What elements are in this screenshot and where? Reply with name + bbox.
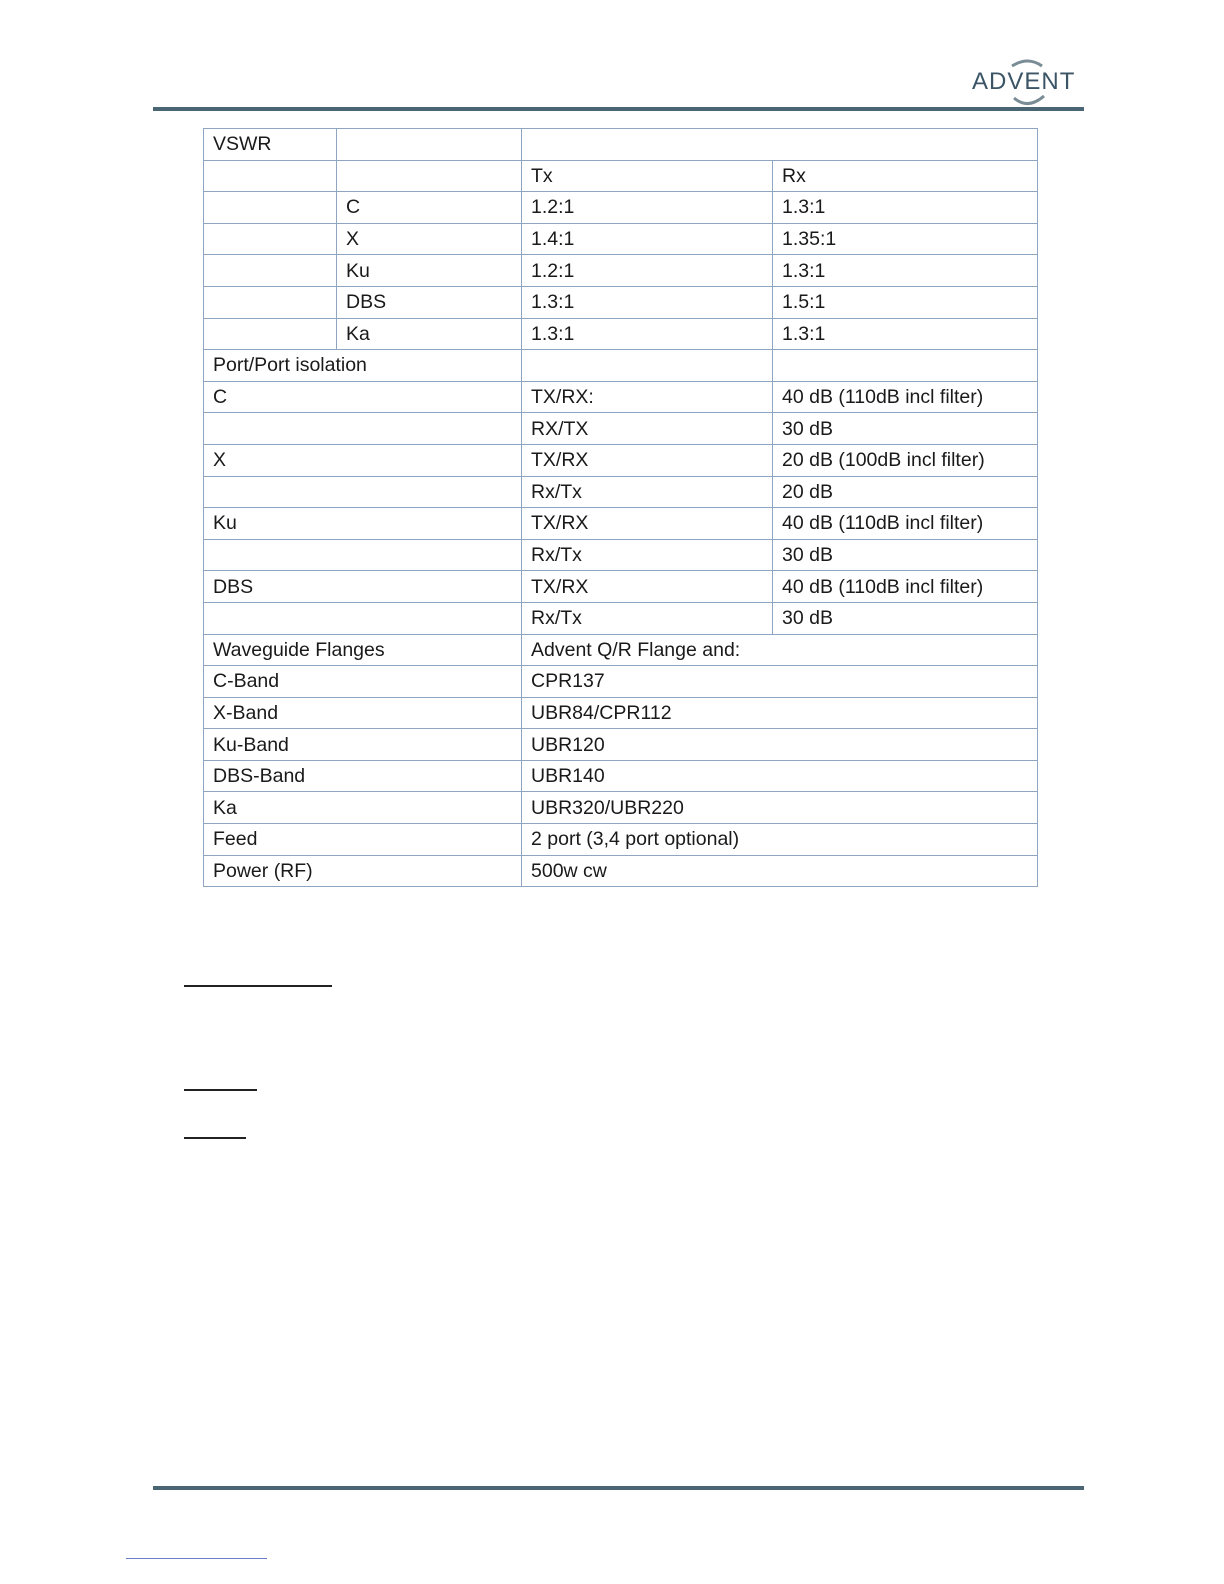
empty-cell [204,160,337,192]
vswr-rx: 1.3:1 [773,192,1038,224]
vswr-band: C [337,192,522,224]
isolation-value: 40 dB (110dB incl filter) [773,508,1038,540]
vswr-band: X [337,223,522,255]
isolation-row [204,476,1038,508]
vswr-rx: 1.35:1 [773,223,1038,255]
isolation-band [204,539,522,571]
vswr-tx: 1.3:1 [522,286,773,318]
power-label: Power (RF) [204,855,522,887]
vswr-row [204,318,1038,350]
isolation-value: 30 dB [773,539,1038,571]
vswr-tx: 1.3:1 [522,318,773,350]
empty-cell [204,223,337,255]
vswr-tx: 1.2:1 [522,255,773,287]
feed-value: 2 port (3,4 port optional) [522,824,1038,856]
flange-label: Ku-Band [204,729,522,761]
empty-cell [337,160,522,192]
heading-underline [184,1089,257,1091]
flange-value: UBR320/UBR220 [522,792,1038,824]
flanges-note: Advent Q/R Flange and: [522,634,1038,666]
empty-cell [337,129,522,161]
flange-row [204,792,1038,824]
isolation-row [204,508,1038,540]
flanges-title: Waveguide Flanges [204,634,522,666]
isolation-row [204,602,1038,634]
spec-table-wrap [203,128,1037,887]
isolation-direction: TX/RX [522,571,773,603]
vswr-tx: 1.2:1 [522,192,773,224]
vswr-row [204,255,1038,287]
flange-row [204,666,1038,698]
isolation-direction: Rx/Tx [522,602,773,634]
vswr-title-row [204,129,1038,161]
vswr-row [204,223,1038,255]
isolation-direction: Rx/Tx [522,476,773,508]
isolation-row [204,571,1038,603]
flange-value: UBR140 [522,760,1038,792]
isolation-direction: TX/RX: [522,381,773,413]
isolation-direction: TX/RX [522,508,773,540]
isolation-direction: TX/RX [522,444,773,476]
isolation-row [204,381,1038,413]
vswr-band: Ka [337,318,522,350]
isolation-value: 20 dB [773,476,1038,508]
vswr-row [204,286,1038,318]
vswr-title: VSWR [204,129,337,161]
header-rule [153,107,1084,111]
vswr-rx: 1.3:1 [773,255,1038,287]
advent-logo [972,58,1078,108]
vswr-header-row [204,160,1038,192]
isolation-direction: RX/TX [522,413,773,445]
flange-row [204,729,1038,761]
flange-value: UBR84/CPR112 [522,697,1038,729]
logo-swoosh-icon [1008,58,1048,108]
isolation-title-row [204,350,1038,382]
footer-link-line [126,1558,267,1559]
isolation-band [204,476,522,508]
vswr-rx: 1.3:1 [773,318,1038,350]
vswr-rx-header: Rx [773,160,1038,192]
empty-cell [204,286,337,318]
isolation-direction: Rx/Tx [522,539,773,571]
feed-label: Feed [204,824,522,856]
vswr-tx: 1.4:1 [522,223,773,255]
vswr-band: DBS [337,286,522,318]
isolation-band [204,413,522,445]
isolation-band [204,602,522,634]
flange-value: CPR137 [522,666,1038,698]
isolation-value: 30 dB [773,602,1038,634]
empty-cell [773,350,1038,382]
spec-table [203,128,1038,887]
flange-value: UBR120 [522,729,1038,761]
power-row [204,855,1038,887]
flange-label: C-Band [204,666,522,698]
isolation-value: 20 dB (100dB incl filter) [773,444,1038,476]
isolation-row [204,539,1038,571]
flange-label: X-Band [204,697,522,729]
isolation-band: C [204,381,522,413]
vswr-band: Ku [337,255,522,287]
isolation-band: DBS [204,571,522,603]
empty-cell [204,255,337,287]
vswr-rx: 1.5:1 [773,286,1038,318]
isolation-value: 30 dB [773,413,1038,445]
flange-row [204,697,1038,729]
isolation-title: Port/Port isolation [204,350,522,382]
isolation-value: 40 dB (110dB incl filter) [773,571,1038,603]
empty-cell [522,350,773,382]
feed-row [204,824,1038,856]
isolation-row [204,413,1038,445]
power-value: 500w cw [522,855,1038,887]
logo-text: ADVENT [972,68,1076,95]
empty-cell [204,192,337,224]
isolation-band: X [204,444,522,476]
isolation-band: Ku [204,508,522,540]
heading-underline [184,1137,246,1139]
heading-underline [184,985,332,987]
empty-cell [204,318,337,350]
flange-row [204,760,1038,792]
footer-rule [153,1486,1084,1490]
isolation-row [204,444,1038,476]
empty-cell [522,129,1038,161]
flange-label: Ka [204,792,522,824]
flange-label: DBS-Band [204,760,522,792]
isolation-value: 40 dB (110dB incl filter) [773,381,1038,413]
vswr-row [204,192,1038,224]
flanges-title-row [204,634,1038,666]
vswr-tx-header: Tx [522,160,773,192]
